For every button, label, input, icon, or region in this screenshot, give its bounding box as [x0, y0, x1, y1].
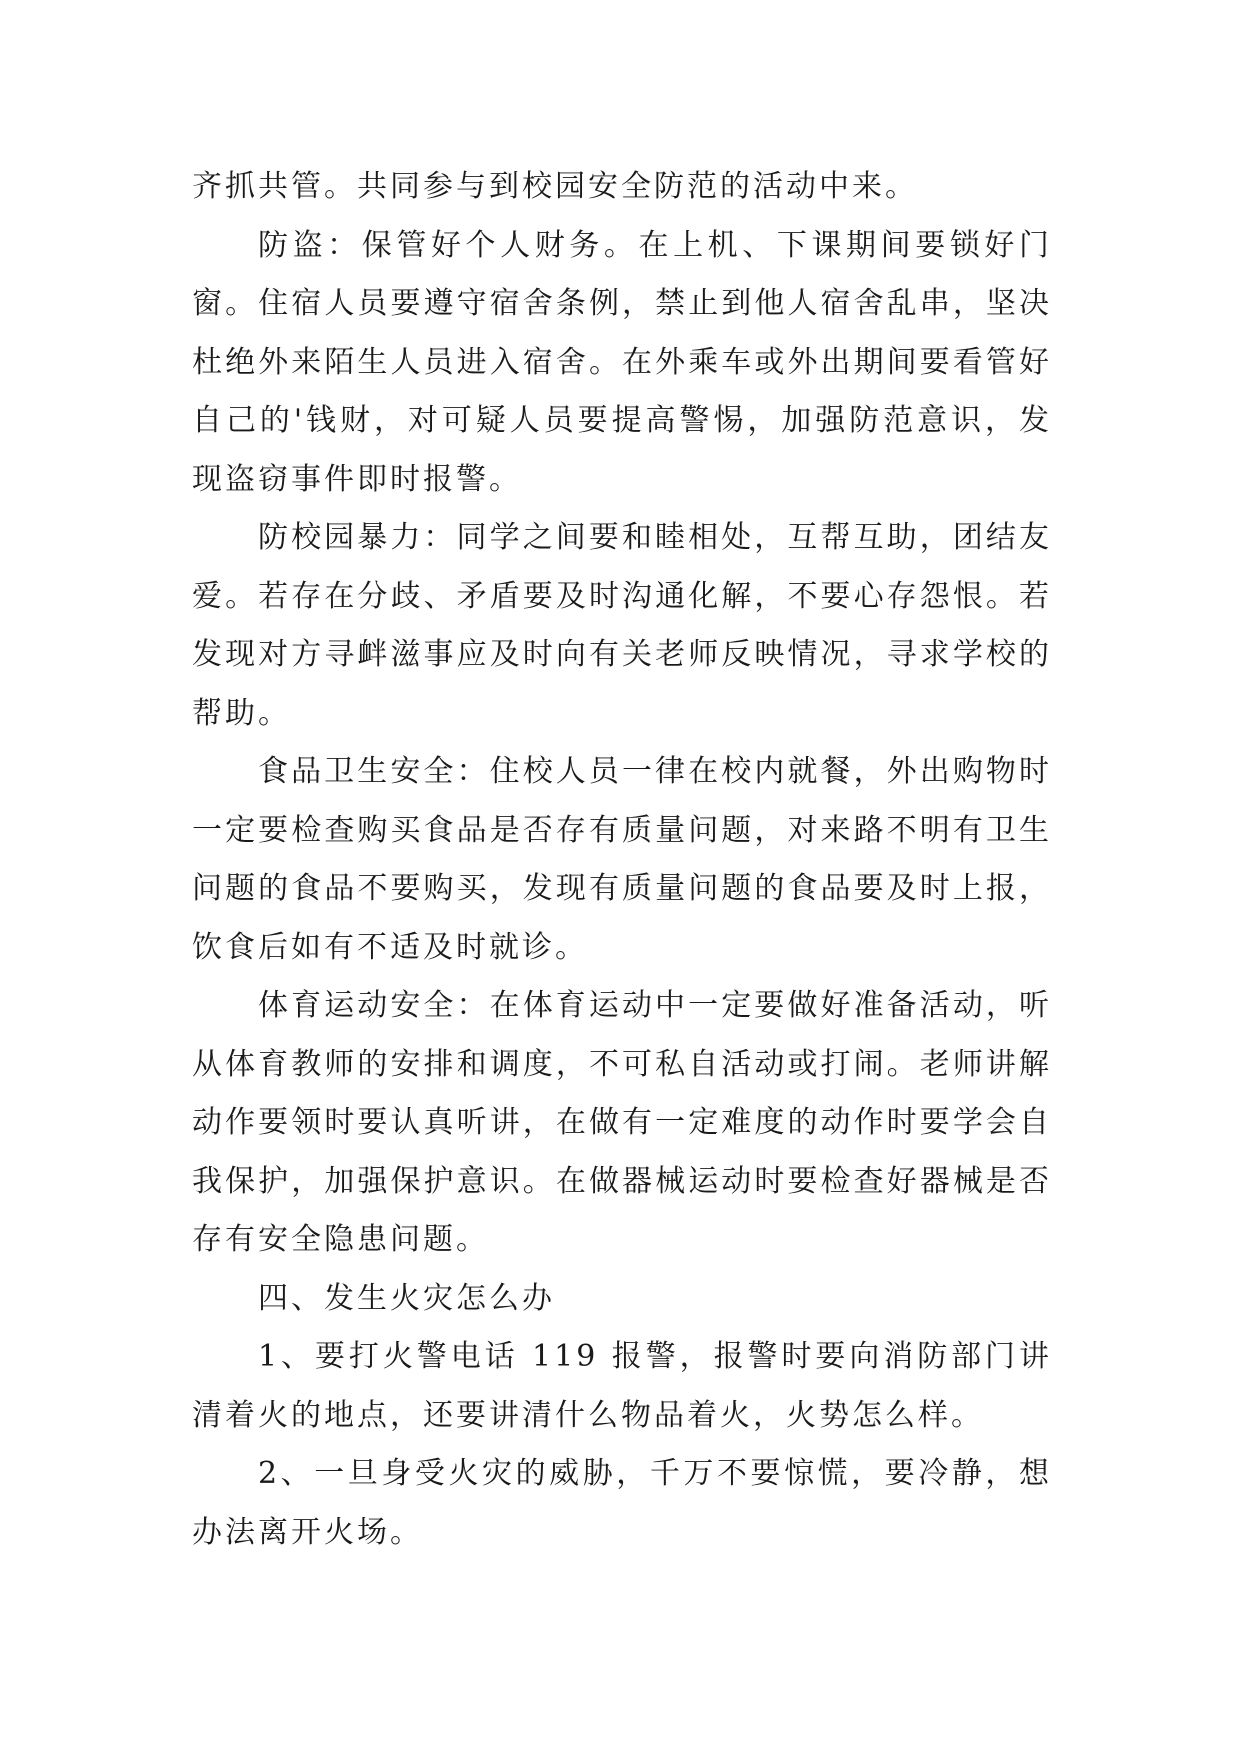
section-heading-fire: 四、发生火灾怎么办: [258, 1280, 555, 1316]
paragraph-food-safety: 食品卫生安全：住校人员一律在校内就餐，外出购物时一定要检查购买食品是否存有质量问题，对来路不明有卫生问题的食品不要购买，发现有质量问题的食品要及时上报，饮食后如有不适及时就诊。: [192, 754, 1052, 965]
document-body: [192, 158, 1052, 1562]
paragraph-continuation: 齐抓共管。共同参与到校园安全防范的活动中来。: [192, 169, 918, 204]
paragraph-fire-step-2: 2、一旦身受火灾的威胁，千万不要惊慌，要冷静，想办法离开火场。: [192, 1456, 1052, 1550]
paragraph-campus-violence: 防校园暴力：同学之间要和睦相处，互帮互助，团结友爱。若存在分歧、矛盾要及时沟通化解，不要心存怨恨。若发现对方寻衅滋事应及时向有关老师反映情况，寻求学校的帮助。: [192, 520, 1052, 731]
paragraph-fire-step-1: 1、要打火警电话 119 报警，报警时要向消防部门讲清着火的地点，还要讲清什么物品着火，火势怎么样。: [192, 1339, 1052, 1433]
paragraph-theft-prevention: 防盗：保管好个人财务。在上机、下课期间要锁好门窗。住宿人员要遵守宿舍条例，禁止到他人宿舍乱串，坚决杜绝外来陌生人员进入宿舍。在外乘车或外出期间要看管好自己的'钱财，对可疑人员要提高警惕，加强防范意识，发现盗窃事件即时报警。: [192, 227, 1052, 497]
paragraph-sports-safety: 体育运动安全：在体育运动中一定要做好准备活动，听从体育教师的安排和调度，不可私自活动或打闹。老师讲解动作要领时要认真听讲，在做有一定难度的动作时要学会自我保护，加强保护意识。在做器械运动时要检查好器械是否存有安全隐患问题。: [192, 988, 1052, 1257]
